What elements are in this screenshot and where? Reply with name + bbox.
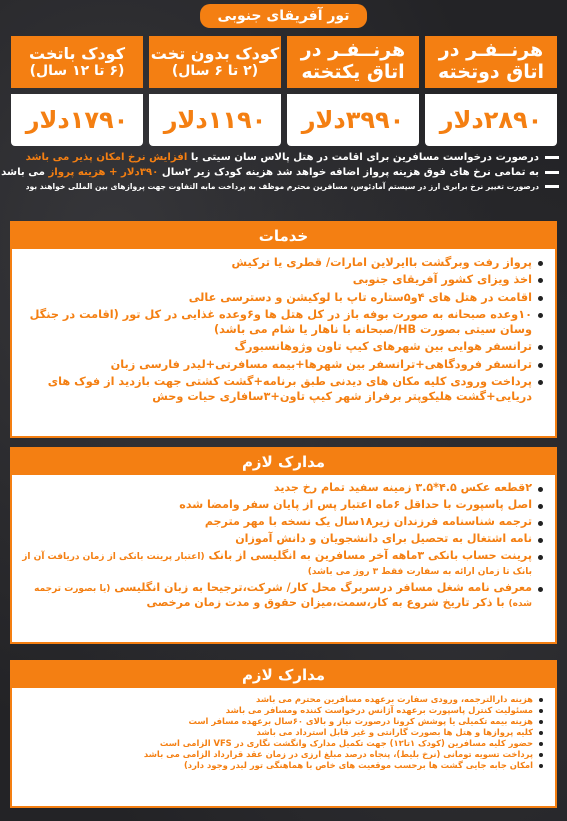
price-value: ۳۹۹۰دلار <box>287 94 419 146</box>
bullet-dot <box>539 764 543 768</box>
price-table <box>11 36 557 146</box>
list-item: ۲قطعه عکس ۴.۵*۳.۵ زمینه سفید تمام رخ جدید <box>22 481 543 496</box>
list-item: کلیه پروازها و هتل ها بصورت گارانتی و غیر قابل استرداد می باشد <box>22 727 543 738</box>
bullet-dot <box>538 587 543 592</box>
list-item: ترجمه شناسنامه فرزندان زیر۱۸سال یک نسخه با مهر مترجم <box>22 515 543 530</box>
price-col-single <box>287 36 419 146</box>
list-item: مسئولیت کنترل پاسپورت برعهده آژانس درخواست کننده ومسافر می باشد <box>22 705 543 716</box>
price-head-line2: اتاق یکتخته <box>301 61 405 83</box>
bullet-dot <box>538 313 543 318</box>
bullet-dot <box>538 261 543 266</box>
bullet-dot <box>538 380 543 385</box>
bullet-dot <box>539 720 543 724</box>
list-item: حضور کلیه مسافرین (کودک ۱تا۱۲) جهت تکمیل مدارک وانگشت نگاری در VFS الزامی است <box>22 738 543 749</box>
price-head <box>11 36 143 88</box>
price-col-double <box>425 36 557 146</box>
list-item: ترانسفر فرودگاهی+ترانسفر بین شهرها+بیمه مسافرتی+لیدر فارسی زبان <box>22 357 543 372</box>
bullet-dot <box>538 363 543 368</box>
bullet-dot <box>538 538 543 543</box>
list-item: پرواز رفت وبرگشت باایرلاین امارات/ قطری یا ترکیش <box>22 255 543 270</box>
list-item: نامه اشتغال به تحصیل برای دانشجویان و دانش آموزان <box>22 532 543 547</box>
price-head <box>149 36 281 88</box>
bullet-dot <box>538 487 543 492</box>
bullet-dot <box>539 753 543 757</box>
price-head-line1: هرنــفـر در <box>300 39 406 62</box>
bullet-dot <box>538 278 543 283</box>
price-head-line2: اتاق دوتخته <box>437 61 545 83</box>
list-item: پرداخت ورودی کلیه مکان های دیدنی طبق برنامه+گشت کشتی جهت بازدید از فوک های دریایی+گشت هلیکوپتر برفراز شهر کیپ تاون+۳سافاری حیات وحش <box>22 374 543 405</box>
bullet-dot <box>539 709 543 713</box>
price-head-line1: هرنــفـر در <box>438 39 544 62</box>
price-head-line1: کودک باتخت <box>29 43 125 63</box>
note-1: درصورت درخواست مسافرین برای اقامت در هتل پالاس سان سیتی با افزایش نرخ امکان پذیر می باشد <box>8 152 559 163</box>
conditions-panel <box>10 660 557 808</box>
price-value: ۱۷۹۰دلار <box>11 94 143 146</box>
note-2: به تمامی نرخ های فوق هزینه پرواز اضافه خواهد شد هزینه کودک زیر ۲سال ۳۹۰دلار + هزینه پرواز می باشد <box>8 167 559 178</box>
services-heading: خدمات <box>12 223 555 249</box>
list-item: پرداخت تسویه تومانی (نرخ بلیط)، پنجاه درصد مبلغ ارزی در زمان عقد قرارداد الزامی می باشد <box>22 749 543 760</box>
price-value: ۲۸۹۰دلار <box>425 94 557 146</box>
list-item: ۱۰وعده صبحانه به صورت بوفه باز در کل هتل ها و۶وعده غذایی در کل تور (اقامت در جنگل وسان سیتی بصورت HB/صبحانه با ناهار یا شام می باشد) <box>22 307 543 338</box>
bullet-dot <box>539 742 543 746</box>
list-item: اخذ ویزای کشور آفریقای جنوبی <box>22 272 543 287</box>
list-item: امکان جابه جایی گشت ها برحسب موقعیت های خاص با هماهنگی تور لیدر وجود دارد) <box>22 760 543 771</box>
documents-heading: مدارک لازم <box>12 449 555 475</box>
list-item: پرینت حساب بانکی ۳ماهه آخر مسافرین به انگلیسی از بانک (اعتبار پرینت بانکی از زمان دریافت آن از بانک تا زمان ارائه به سفارت فقط ۳ روز می باشد) <box>22 549 543 579</box>
services-panel <box>10 221 557 438</box>
list-item: اصل پاسپورت با حداقل ۶ماه اعتبار پس از پایان سفر وامضا شده <box>22 498 543 513</box>
bullet-dot <box>538 296 543 301</box>
price-value: ۱۱۹۰دلار <box>149 94 281 146</box>
price-col-child-with-bed <box>11 36 143 146</box>
price-col-child-no-bed <box>149 36 281 146</box>
bullet-bar <box>545 185 559 188</box>
list-item: هزینه دارالترجمه، ورودی سفارت برعهده مسافرین محترم می باشد <box>22 694 543 705</box>
bullet-dot <box>539 731 543 735</box>
bullet-bar <box>545 171 559 174</box>
note-3: درصورت تغییر نرخ برابری ارز در سیستم آماد‌ئوس، مسافرین محترم موظف به پرداخت مابه التفاوت جهت پروازهای بین المللی خواهند بود <box>8 182 559 191</box>
price-head <box>287 36 419 88</box>
list-item: معرفی نامه شغل مسافر درسربرگ محل کار/ شرکت،ترجیحا به زبان انگلیسی (یا بصورت ترجمه شده) با ذکر تاریخ شروع به کار،سمت،میزان حقوق و مدت زمان مرخصی <box>22 581 543 611</box>
bullet-dot <box>538 555 543 560</box>
page-title: تور آفریقای جنوبی <box>200 4 368 28</box>
notes-list <box>1 152 559 195</box>
price-head-line2: (۶ تا ۱۲ سال) <box>29 63 125 80</box>
list-item: هزینه بیمه تکمیلی یا پوشش کرونا درصورت نیاز و بالای ۶۰سال برعهده مسافر است <box>22 716 543 727</box>
price-head-line1: کودک بدون تخت <box>150 43 280 63</box>
bullet-dot <box>538 504 543 509</box>
bullet-dot <box>538 521 543 526</box>
documents-panel <box>10 447 557 644</box>
price-head-line2: (۲ تا ۶ سال) <box>171 63 259 80</box>
conditions-heading: مدارک لازم <box>12 662 555 688</box>
list-item: اقامت در هتل های ۴و۵ستاره تاپ با لوکیشن و دسترسی عالی <box>22 290 543 305</box>
bullet-dot <box>539 698 543 702</box>
list-item: ترانسفر هوایی بین شهرهای کیپ تاون وژوهانسبورگ <box>22 339 543 354</box>
bullet-bar <box>545 156 559 159</box>
price-head <box>425 36 557 88</box>
bullet-dot <box>538 345 543 350</box>
